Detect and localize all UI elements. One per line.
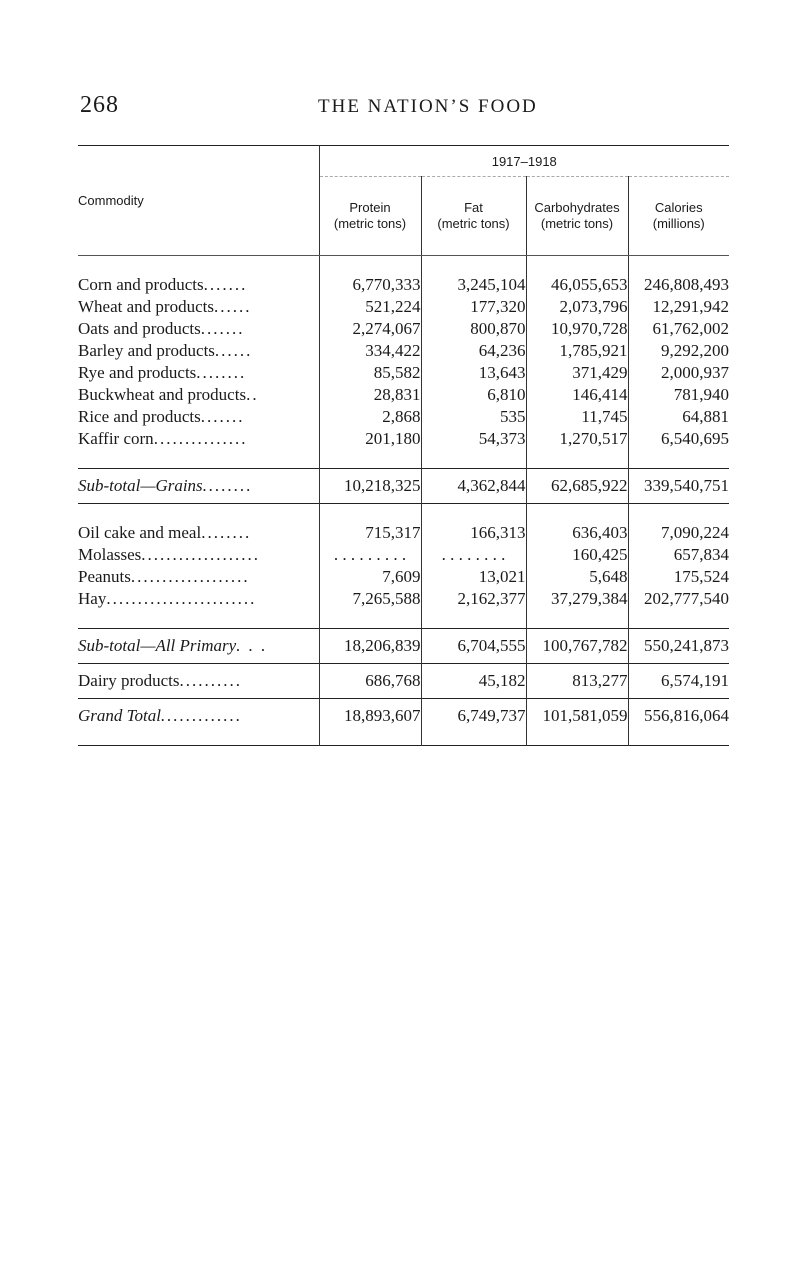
carbohydrates-value: 2,073,796 [526,296,628,318]
fat-value: 64,236 [421,340,526,362]
carbohydrates-value: 101,581,059 [526,699,628,734]
carbohydrates-value: 371,429 [526,362,628,384]
fat-value: 6,810 [421,384,526,406]
protein-value: . . . . . . . . . [319,544,421,566]
calories-value: 6,574,191 [628,664,729,699]
protein-value: 2,868 [319,406,421,428]
protein-value: 521,224 [319,296,421,318]
running-head: THE NATION’S FOOD [318,96,538,117]
commodity-name: Peanuts................... [78,567,250,586]
commodity-name: Wheat and products...... [78,297,252,316]
subtotal-label: Sub-total—All Primary. . . [78,629,319,664]
subtotal-primary-row [78,629,729,664]
protein-value: 18,893,607 [319,699,421,734]
protein-value: 686,768 [319,664,421,699]
protein-value: 7,609 [319,566,421,588]
protein-value: 10,218,325 [319,469,421,504]
protein-value: 334,422 [319,340,421,362]
carbohydrates-value: 636,403 [526,522,628,544]
fat-value: 6,704,555 [421,629,526,664]
commodity-name: Rice and products....... [78,407,245,426]
protein-value: 28,831 [319,384,421,406]
subtotal-label: Sub-total—Grains........ [78,469,319,504]
commodity-name: Corn and products....... [78,275,248,294]
protein-value: 6,770,333 [319,274,421,296]
commodity-name: Oil cake and meal........ [78,523,252,542]
calories-value: 2,000,937 [628,362,729,384]
table-row [78,544,729,566]
table-row [78,318,729,340]
commodity-name: Kaffir corn............... [78,429,248,448]
carbohydrates-value: 11,745 [526,406,628,428]
dairy-row [78,664,729,699]
calories-value: 6,540,695 [628,428,729,450]
calories-value: 657,834 [628,544,729,566]
commodity-header: Commodity [78,146,319,256]
calories-value: 550,241,873 [628,629,729,664]
page-number: 268 [80,92,119,118]
calories-value: 175,524 [628,566,729,588]
fat-value: 6,749,737 [421,699,526,734]
table-row [78,588,729,610]
table-row [78,522,729,544]
fat-value: 800,870 [421,318,526,340]
table-row [78,296,729,318]
fat-value: 535 [421,406,526,428]
protein-value: 7,265,588 [319,588,421,610]
table-row [78,406,729,428]
table-row [78,428,729,450]
fat-value: 4,362,844 [421,469,526,504]
table-row [78,362,729,384]
fat-value: 54,373 [421,428,526,450]
calories-value: 61,762,002 [628,318,729,340]
commodity-name: Buckwheat and products.. [78,385,259,404]
carbohydrates-value: 10,970,728 [526,318,628,340]
commodity-name: Barley and products...... [78,341,253,360]
fat-value: 2,162,377 [421,588,526,610]
carbohydrates-value: 1,785,921 [526,340,628,362]
subtotal-grains-row [78,469,729,504]
fat-header: Fat (metric tons) [421,177,526,256]
calories-value: 556,816,064 [628,699,729,734]
commodity-name: Dairy products.......... [78,664,319,699]
fat-value: 45,182 [421,664,526,699]
calories-value: 339,540,751 [628,469,729,504]
carbohydrates-value: 62,685,922 [526,469,628,504]
fat-value: 13,643 [421,362,526,384]
carbohydrates-value: 46,055,653 [526,274,628,296]
commodity-name: Hay........................ [78,589,257,608]
calories-value: 64,881 [628,406,729,428]
fat-value: 177,320 [421,296,526,318]
calories-value: 246,808,493 [628,274,729,296]
calories-value: 202,777,540 [628,588,729,610]
commodity-name: Rye and products........ [78,363,247,382]
calories-value: 7,090,224 [628,522,729,544]
calories-value: 12,291,942 [628,296,729,318]
carbohydrates-value: 1,270,517 [526,428,628,450]
page-header [80,92,740,132]
fat-value: 3,245,104 [421,274,526,296]
nutrition-table [78,145,729,746]
grand-total-label: Grand Total............. [78,699,319,734]
protein-header: Protein (metric tons) [319,177,421,256]
protein-value: 85,582 [319,362,421,384]
calories-header: Calories (millions) [628,177,729,256]
calories-value: 781,940 [628,384,729,406]
table-row [78,566,729,588]
carbohydrates-value: 813,277 [526,664,628,699]
period-header: 1917–1918 [319,146,729,177]
fat-value: 13,021 [421,566,526,588]
protein-value: 715,317 [319,522,421,544]
carbohydrates-value: 146,414 [526,384,628,406]
protein-value: 2,274,067 [319,318,421,340]
protein-value: 201,180 [319,428,421,450]
calories-value: 9,292,200 [628,340,729,362]
commodity-name: Molasses................... [78,545,261,564]
grand-total-row [78,699,729,734]
commodity-name: Oats and products....... [78,319,245,338]
carbohydrates-value: 5,648 [526,566,628,588]
carbohydrates-value: 160,425 [526,544,628,566]
table-row [78,274,729,296]
protein-value: 18,206,839 [319,629,421,664]
fat-value: . . . . . . . . [421,544,526,566]
table-row [78,340,729,362]
table-row [78,384,729,406]
fat-value: 166,313 [421,522,526,544]
carbohydrates-header: Carbohydrates (metric tons) [526,177,628,256]
carbohydrates-value: 100,767,782 [526,629,628,664]
carbohydrates-value: 37,279,384 [526,588,628,610]
